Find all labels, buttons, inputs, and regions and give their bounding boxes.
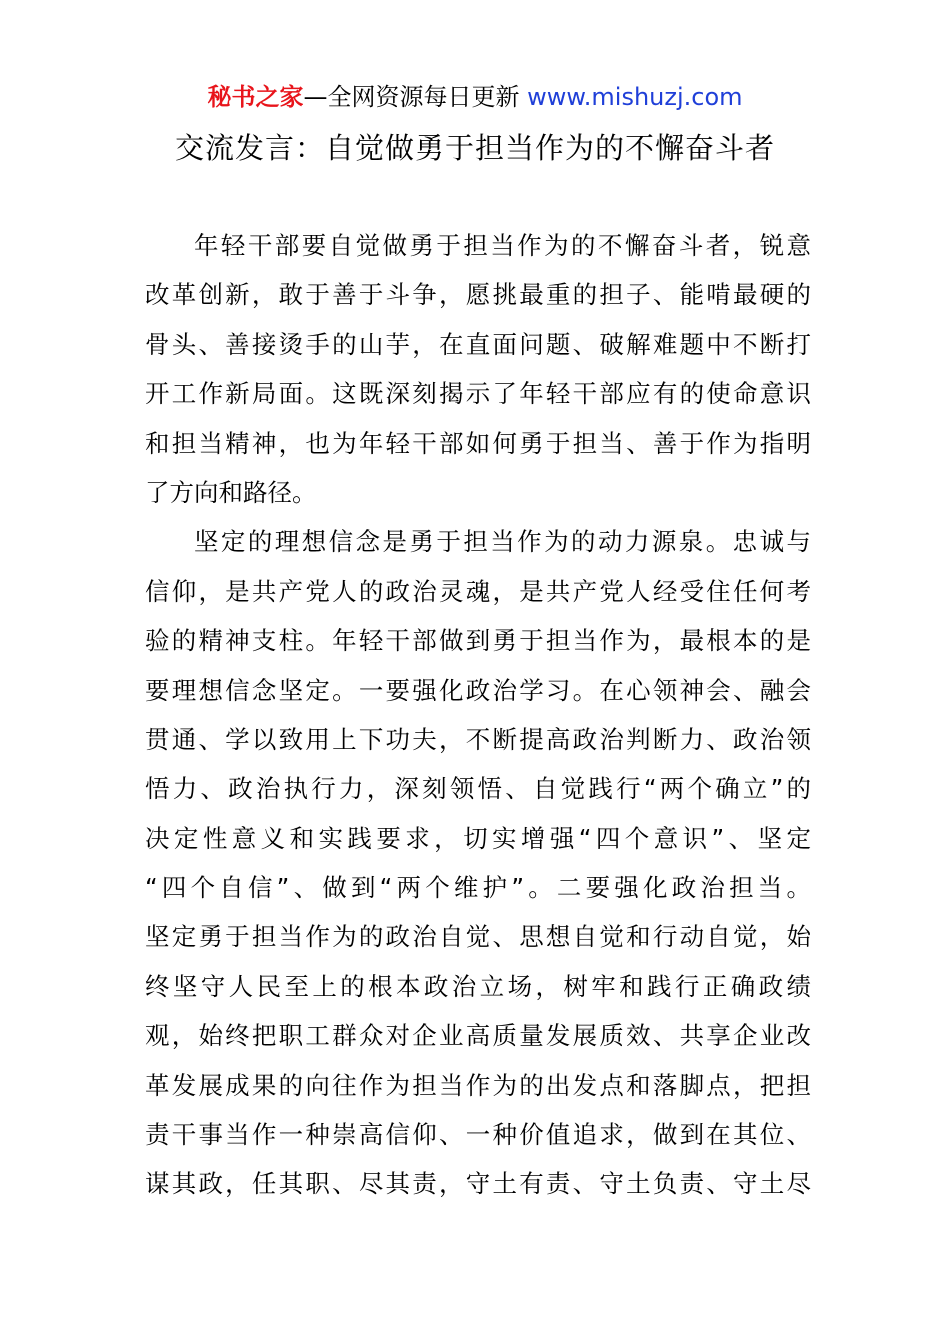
text-line: “四个自信”、做到“两个维护”。二要强化政治担当。 [145,873,811,903]
text-line: 贯通、学以致用上下功夫，不断提高政治判断力、政治领 [145,724,811,754]
text-line: 信仰，是共产党人的政治灵魂，是共产党人经受住任何考 [145,576,811,606]
text-line: 和担当精神，也为年轻干部如何勇于担当、善于作为指明 [145,428,811,458]
text-line: 骨头、善接烫手的山芋，在直面问题、破解难题中不断打 [145,329,811,359]
page-title: 交流发言：自觉做勇于担当作为的不懈奋斗者 [174,131,775,165]
text-line: 谋其政，任其职、尽其责，守土有责、守土负责、守土尽 [145,1169,811,1199]
text-line: 坚定勇于担当作为的政治自觉、思想自觉和行动自觉，始 [145,922,811,952]
paragraph-2 [145,517,811,1208]
article-body [145,221,811,1209]
text-line: 悟力、政治执行力，深刻领悟、自觉践行“两个确立”的 [145,774,811,804]
text-line: 责干事当作一种崇高信仰、一种价值追求，做到在其位、 [145,1120,811,1150]
text-line: 终坚守人民至上的根本政治立场，树牢和践行正确政绩 [145,971,811,1001]
site-url-link[interactable]: www.mishuzj.com [527,83,743,111]
text-line: 观，始终把职工群众对企业高质量发展质效、共享企业改 [145,1021,811,1051]
text-line: 决定性意义和实践要求，切实增强“四个意识”、坚定 [145,823,811,853]
text-line: 了方向和路径。 [145,477,317,507]
site-header [0,80,950,114]
text-line: 革发展成果的向往作为担当作为的出发点和落脚点，把担 [145,1070,811,1100]
site-brand: 秘书之家 [207,83,304,111]
text-line: 开工作新局面。这既深刻揭示了年轻干部应有的使命意识 [145,379,811,409]
text-line: 改革创新，敢于善于斗争，愿挑最重的担子、能啃最硬的 [145,280,811,310]
paragraph-1 [145,221,811,517]
text-line: 年轻干部要自觉做勇于担当作为的不懈奋斗者，锐意 [194,231,811,260]
text-line: 验的精神支柱。年轻干部做到勇于担当作为，最根本的是 [145,626,811,656]
text-line: 要理想信念坚定。一要强化政治学习。在心领神会、融会 [145,675,811,705]
site-tagline: —全网资源每日更新 [303,83,520,111]
text-line: 坚定的理想信念是勇于担当作为的动力源泉。忠诚与 [194,527,811,557]
